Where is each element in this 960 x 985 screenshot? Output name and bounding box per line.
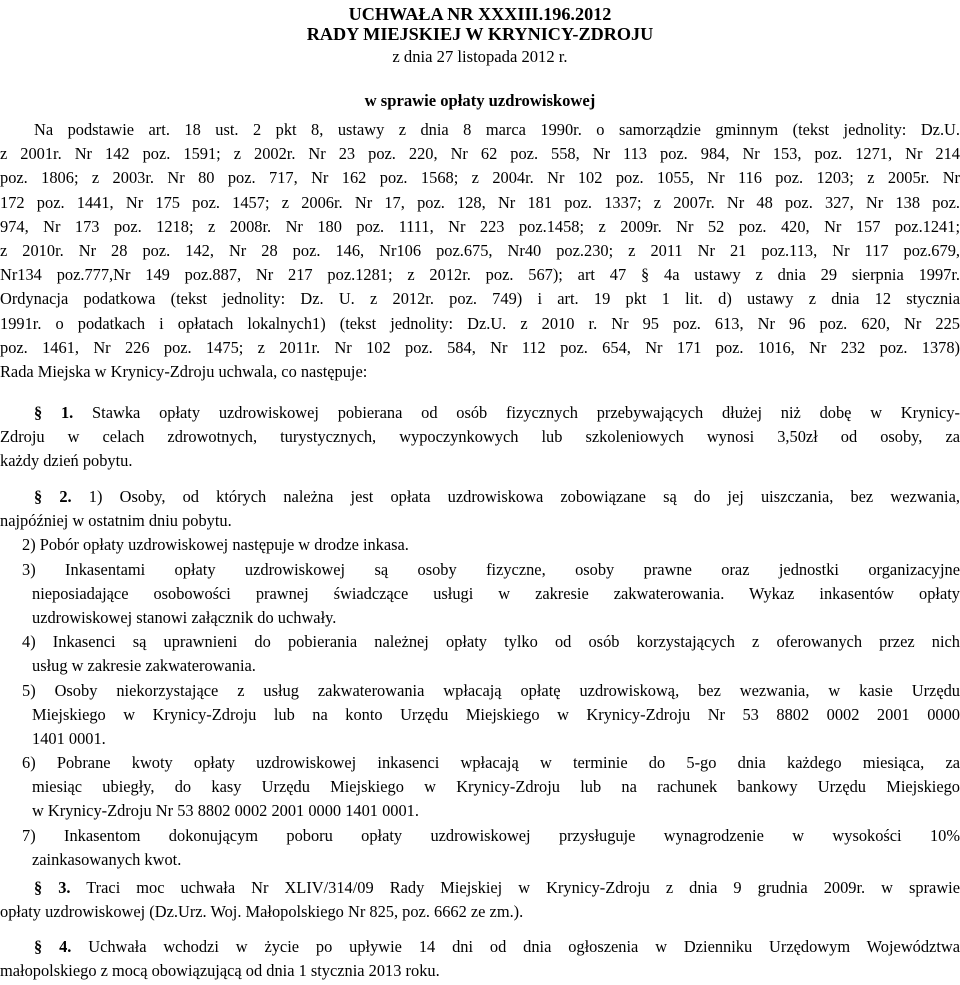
paragraph-marker: § 4. [34,937,72,956]
point-3-line: nieposiadające osobowości prawnej świadczące usługi w zakresie zakwaterowania. Wykaz inkasentów opłaty [32,583,960,603]
paragraph-2 [0,485,960,872]
paragraph-line: najpóźniej w ostatnim dniu pobytu. [0,511,232,531]
point-3-line: uzdrowiskowej stanowi załącznik do uchwały. [32,607,337,627]
paragraph-line [0,485,960,509]
resolution-number: UCHWAŁA NR XXXIII.196.2012 [348,4,612,24]
paragraph-text: Uchwała wchodzi w życie po upływie 14 dni od dnia ogłoszenia w Dzienniku Urzędowym Województwa [88,937,960,956]
paragraph-4 [0,935,960,983]
resolution-subject: w sprawie opłaty uzdrowiskowej [364,91,596,110]
legal-basis-line: Rada Miejska w Krynicy-Zdroju uchwala, co następuje: [0,361,368,381]
paragraph-marker: § 3. [34,878,71,897]
paragraph-line: opłaty uzdrowiskowej (Dz.Urz. Woj. Małopolskiego Nr 825, poz. 6662 ze zm.). [0,902,524,922]
point-5-line: 1401 0001. [32,728,106,748]
point-5-line: 5) Osoby niekorzystające z usług zakwaterowania wpłacają opłatę uzdrowiskową, bez wezwania, w kasie Urzędu [22,680,960,700]
point-3-line: 3) Inkasentami opłaty uzdrowiskowej są osoby fizyczne, osoby prawne oraz jednostki organizacyjne [22,559,960,579]
legal-basis-line: poz. 1806; z 2003r. Nr 80 poz. 717, Nr 162 poz. 1568; z 2004r. Nr 102 poz. 1055, Nr 116 poz. 1203; z 2005r. Nr [0,168,960,188]
paragraph-line: każdy dzień pobytu. [0,451,133,471]
paragraph-line: małopolskiego z mocą obowiązującą od dnia 1 stycznia 2013 roku. [0,961,440,981]
paragraph-text: Traci moc uchwała Nr XLIV/314/09 Rady Miejskiej w Krynicy-Zdroju z dnia 9 grudnia 2009r. w sprawie [86,878,960,897]
paragraph-text: 1) Osoby, od których należna jest opłata uzdrowiskowa zobowiązane są do jej uiszczania, bez wezwania, [88,487,960,506]
point-5-line: Miejskiego w Krynicy-Zdroju lub na konto Urzędu Miejskiego w Krynicy-Zdroju Nr 53 8802 0002 2001 0000 [32,704,960,724]
paragraph-1 [0,401,960,474]
point-2: 2) Pobór opłaty uzdrowiskowej następuje w drodze inkasa. [22,535,409,555]
point-7-line: zainkasowanych kwot. [32,849,182,869]
paragraph-3 [0,876,960,924]
point-6-line: w Krynicy-Zdroju Nr 53 8802 0002 2001 0000 1401 0001. [32,801,419,821]
legal-basis-line: z 2001r. Nr 142 poz. 1591; z 2002r. Nr 23 poz. 220, Nr 62 poz. 558, Nr 113 poz. 984, Nr 153, poz. 1271, Nr 214 [0,144,960,164]
legal-basis-line: Ordynacja podatkowa (tekst jednolity: Dz. U. z 2012r. poz. 749) i art. 19 pkt 1 lit. d) ustawy z dnia 12 stycznia [0,289,960,309]
legal-basis-line: Nr134 poz.777,Nr 149 poz.887, Nr 217 poz.1281; z 2012r. poz. 567); art 47 § 4a ustawy z dnia 29 sierpnia 1997r. [0,265,960,285]
paragraph-marker: § 2. [34,487,72,506]
point-6-line: 6) Pobrane kwoty opłaty uzdrowiskowej inkasenci wpłacają w terminie do 5-go dnia każdego miesiąca, za [22,753,960,773]
legal-basis-line: poz. 1461, Nr 226 poz. 1475; z 2011r. Nr 102 poz. 584, Nr 112 poz. 654, Nr 171 poz. 1016, Nr 232 poz. 1378) [0,337,960,357]
point-4-line: 4) Inkasenci są uprawnieni do pobierania należnej opłaty tylko od osób korzystających z oferowanych przez nich [22,632,960,652]
paragraph-marker: § 1. [34,403,74,422]
paragraph-line [0,935,960,959]
legal-basis-line: 172 poz. 1441, Nr 175 poz. 1457; z 2006r. Nr 17, poz. 128, Nr 181 poz. 1337; z 2007r. Nr 48 poz. 327, Nr 138 poz. [0,192,960,212]
paragraph-line [0,876,960,900]
paragraph-text: Stawka opłaty uzdrowiskowej pobierana od osób fizycznych przebywających dłużej niż dobę w Krynicy- [92,403,960,422]
legal-basis-line: 1991r. o podatkach i opłatach lokalnych1) (tekst jednolity: Dz.U. z 2010 r. Nr 95 poz. 613, Nr 96 poz. 620, Nr 225 [0,313,960,333]
legal-basis-line: Na podstawie art. 18 ust. 2 pkt 8, ustawy z dnia 8 marca 1990r. o samorządzie gminnym (tekst jednolity: Dz.U. [34,120,960,139]
legal-basis-line: z 2010r. Nr 28 poz. 142, Nr 28 poz. 146, Nr106 poz.675, Nr40 poz.230; z 2011 Nr 21 poz.113, Nr 117 poz.679, [0,240,960,260]
legal-basis [0,118,960,384]
legal-basis-line: 974, Nr 173 poz. 1218; z 2008r. Nr 180 poz. 1111, Nr 223 poz.1458; z 2009r. Nr 52 poz. 420, Nr 157 poz.1241; [0,216,960,236]
council-name: RADY MIEJSKIEJ W KRYNICY-ZDROJU [306,24,654,44]
paragraph-line: Zdroju w celach zdrowotnych, turystycznych, wypoczynkowych lub szkoleniowych wynosi 3,50zł od osoby, za [0,427,960,447]
point-6-line: miesiąc ubiegły, do kasy Urzędu Miejskiego w Krynicy-Zdroju lub na rachunek bankowy Urzędu Miejskiego [32,777,960,797]
paragraph-line [0,401,960,425]
resolution-date: z dnia 27 listopada 2012 r. [392,47,568,66]
point-7-line: 7) Inkasentom dokonującym poboru opłaty uzdrowiskowej przysługuje wynagrodzenie w wysokości 10% [22,825,960,845]
point-4-line: usług w zakresie zakwaterowania. [32,656,256,676]
